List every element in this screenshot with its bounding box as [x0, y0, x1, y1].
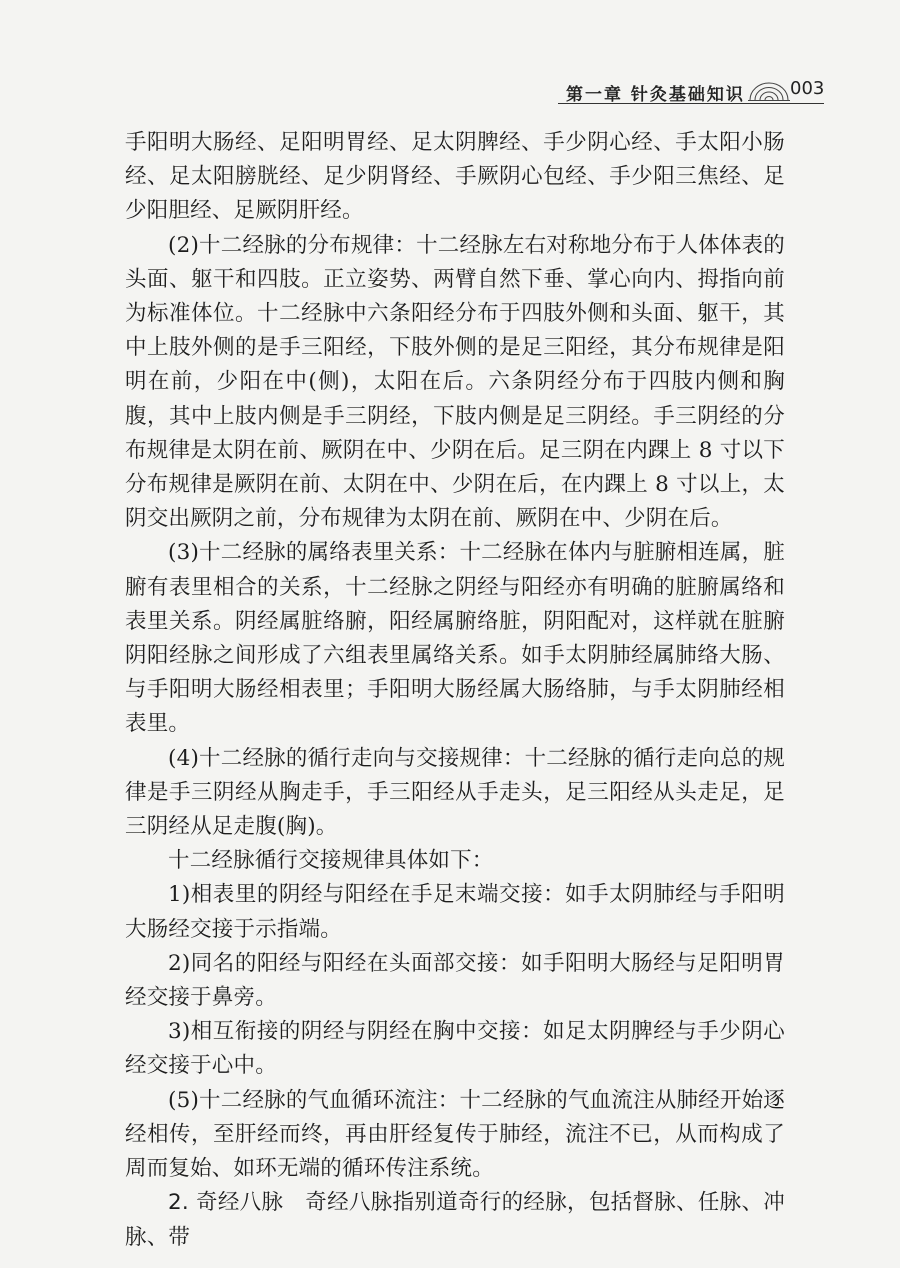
page-number: 003 — [790, 78, 825, 99]
paragraph-connection-rule-1: 1)相表里的阴经与阳经在手足末端交接：如手太阴肺经与手阳明大肠经交接于示指端。 — [125, 882, 785, 942]
paragraph-meridian-list: 手阳明大肠经、足阳明胃经、足太阴脾经、手少阴心经、手太阳小肠经、足太阳膀胱经、足少阴肾经、手厥阴心包经、手少阳三焦经、足少阳胆经、足厥阴肝经。 — [125, 130, 785, 224]
paragraph-running-direction: (4)十二经脉的循行走向与交接规律：十二经脉的循行走向总的规律是手三阴经从胸走手，手三阳经从手走头，足三阳经从头走足，足三阴经从足走腹(胸)。 — [125, 745, 785, 840]
paragraph-connection-intro: 十二经脉循行交接规律具体如下： — [168, 848, 494, 874]
header-divider — [558, 103, 824, 104]
body-text — [125, 126, 785, 1255]
paragraph-connection-rule-2: 2)同名的阳经与阳经在头面部交接：如手阳明大肠经与足阳明胃经交接于鼻旁。 — [125, 950, 785, 1011]
section-heading: 2. 奇经八脉 — [168, 1190, 284, 1216]
paragraph-extra-meridians — [125, 1186, 785, 1254]
paragraph-qi-blood-circulation: (5)十二经脉的气血循环流注：十二经脉的气血流注从肺经开始逐经相传，至肝经而终，再由肝经复传于肺经，流注不已，从而构成了周而复始、如环无端的循环传注系统。 — [125, 1087, 785, 1182]
section-text: 奇经八脉指别道奇行的经脉，包括督脉、任脉、冲脉、带 — [125, 1190, 785, 1250]
running-header — [558, 74, 825, 106]
paragraph-connection-rule-3: 3)相互衔接的阴经与阴经在胸中交接：如足太阴脾经与手少阴心经交接于心中。 — [125, 1019, 785, 1079]
chapter-title: 第一章 针灸基础知识 — [566, 85, 745, 105]
paragraph-exterior-interior: (3)十二经脉的属络表里关系：十二经脉在体内与脏腑相连属，脏腑有表里相合的关系，十二经脉之阴经与阳经亦有明确的脏腑属络和表里关系。阴经属脏络腑，阳经属腑络脏，阴阳配对，这样就在脏腑阴阳经脉之间形成了六组表里属络关系。如手太阴肺经属肺络大肠、与手阳明大肠经相表里；手阳明大肠经属大肠络肺，与手太阴肺经相表里。 — [125, 540, 785, 737]
wave-emblem-icon — [748, 80, 790, 102]
paragraph-distribution: (2)十二经脉的分布规律：十二经脉左右对称地分布于人体体表的头面、躯干和四肢。正立姿势、两臂自然下垂、掌心向内、拇指向前为标准体位。十二经脉中六条阳经分布于四肢外侧和头面、躯干，其中上肢外侧的是手三阳经，下肢外侧的是足三阳经，其分布规律是阳明在前，少阳在中(侧)，太阳在后。六条阴经分布于四肢内侧和胸腹，其中上肢内侧是手三阴经，下肢内侧是足三阴经。手三阴经的分布规律是太阴在前、厥阴在中、少阴在后。足三阴在内踝上 8 寸以下分布规律是厥阴在前、太阴在中、少阴在后，在内踝上 8 寸以上，太阴交出厥阴之前，分布规律为太阴在前、厥阴在中、少阴在后。 — [125, 232, 785, 532]
